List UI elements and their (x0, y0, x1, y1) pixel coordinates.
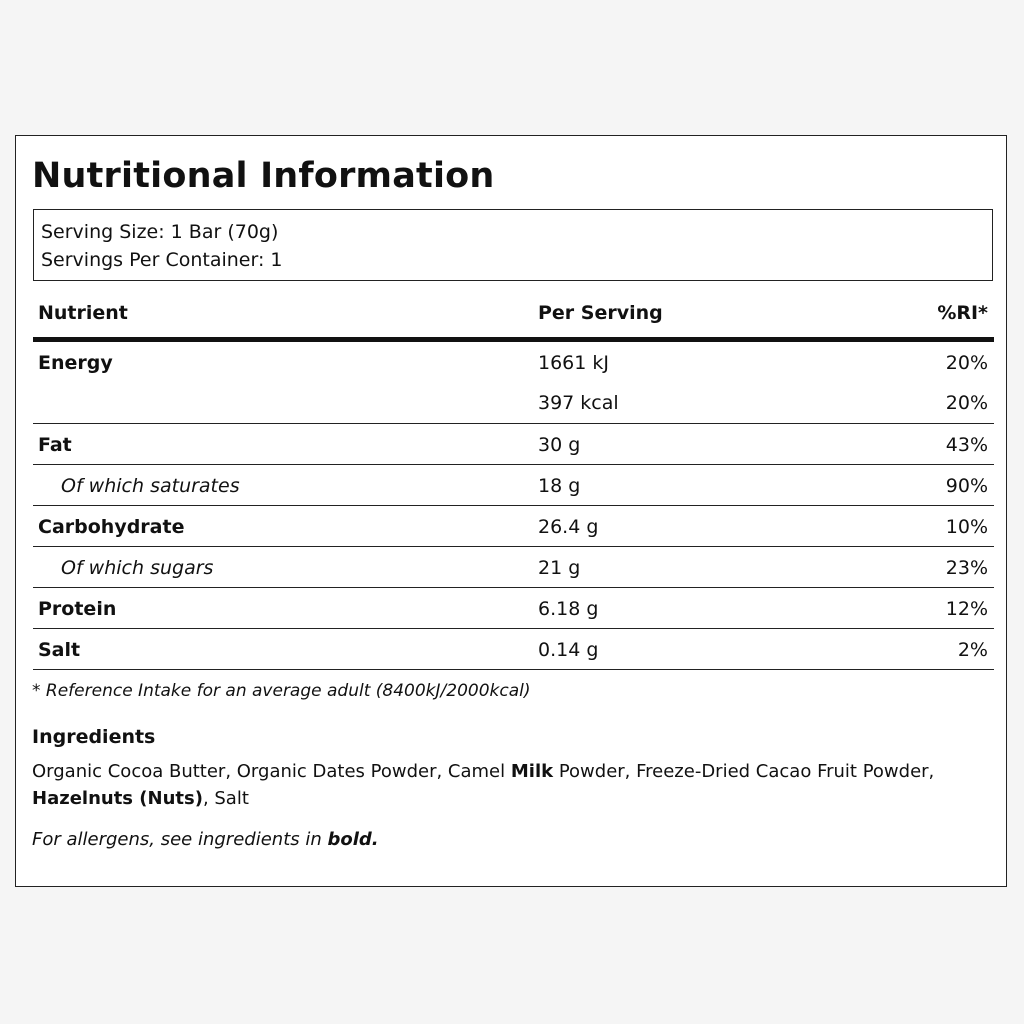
nutrient-ri: 12% (945, 598, 988, 620)
header-per-serving: Per Serving (538, 302, 663, 324)
nutrient-value: 0.14 g (538, 639, 599, 661)
table-row-carbohydrate (33, 506, 994, 547)
nutrient-ri: 20% (945, 352, 988, 374)
ingredients-text: Powder, Freeze-Dried Cacao Fruit Powder, (553, 761, 935, 782)
table-row-energy (33, 342, 994, 424)
table-row-salt (33, 629, 994, 670)
allergen-milk: Milk (510, 761, 554, 782)
table-row-protein (33, 588, 994, 629)
table-row-saturates (33, 465, 994, 506)
ingredients-list (32, 758, 992, 812)
nutrient-value: 30 g (538, 434, 581, 456)
nutrient-ri: 10% (945, 516, 988, 538)
nutrient-name: Protein (38, 598, 117, 620)
nutrient-name: Energy (38, 352, 113, 374)
nutrient-value: 1661 kJ (538, 352, 609, 374)
header-ri: %RI* (937, 302, 988, 324)
serving-info-box (33, 209, 993, 281)
page-title: Nutritional Information (32, 156, 495, 196)
nutrient-ri: 43% (945, 434, 988, 456)
table-row-fat (33, 424, 994, 465)
serving-size: Serving Size: 1 Bar (70g) (41, 221, 279, 243)
nutrient-value: 21 g (538, 557, 581, 579)
ingredients-heading: Ingredients (32, 726, 156, 748)
nutrient-name: Salt (38, 639, 81, 661)
ingredients-text: , Salt (202, 788, 249, 809)
header-nutrient: Nutrient (38, 302, 128, 324)
nutrient-value: 26.4 g (538, 516, 599, 538)
ingredients-text: Organic Cocoa Butter, Organic Dates Powder, Camel (32, 761, 511, 782)
servings-per-container: Servings Per Container: 1 (41, 249, 283, 271)
allergen-note-bold: bold. (327, 829, 379, 850)
nutrient-name: Carbohydrate (38, 516, 185, 538)
nutrient-value: 6.18 g (538, 598, 599, 620)
table-row-sugars (33, 547, 994, 588)
nutrient-value: 18 g (538, 475, 581, 497)
nutrition-panel (15, 135, 1007, 887)
nutrient-ri: 2% (957, 639, 988, 661)
reference-intake-footnote: * Reference Intake for an average adult (8400kJ/2000kcal) (32, 681, 531, 701)
nutrient-ri: 90% (945, 475, 988, 497)
nutrient-name: Of which sugars (61, 557, 214, 579)
nutrient-value: 397 kcal (538, 392, 619, 414)
nutrient-ri: 23% (945, 557, 988, 579)
allergen-note (32, 829, 379, 850)
nutrient-ri: 20% (945, 392, 988, 414)
nutrient-name: Of which saturates (61, 475, 240, 497)
nutrient-name: Fat (38, 434, 72, 456)
nutrient-table (33, 342, 994, 670)
allergen-hazelnuts: Hazelnuts (Nuts) (32, 788, 203, 809)
table-header (33, 299, 994, 342)
allergen-note-text: For allergens, see ingredients in (32, 829, 328, 850)
